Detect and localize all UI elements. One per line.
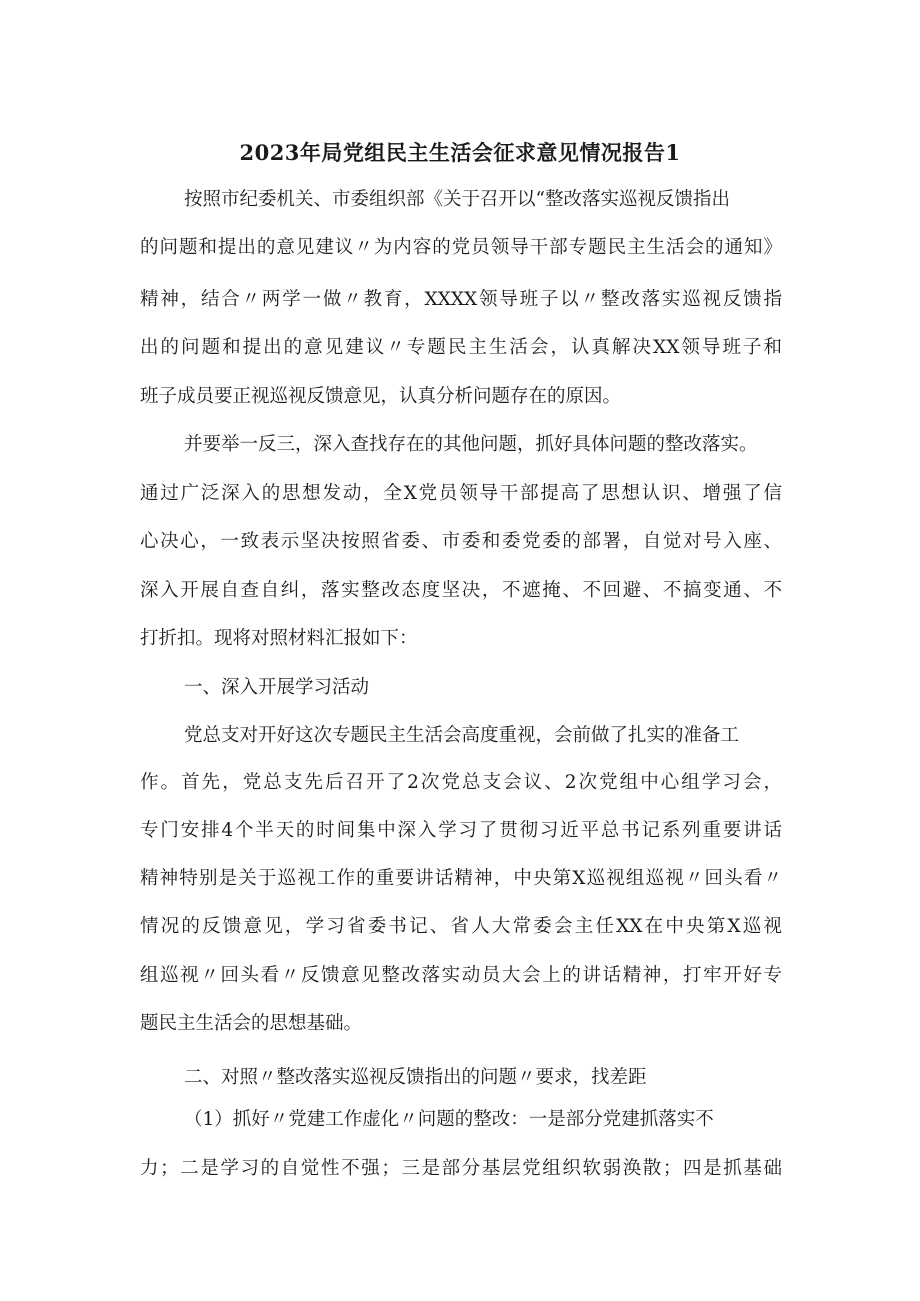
paragraph-line: 精神特别是关于巡视工作的重要讲话精神，中央第X巡视组巡视〃回头看〃 [140, 868, 782, 889]
document-title: 2023年局党组民主生活会征求意见情况报告1 [239, 140, 681, 165]
paragraph-line: 组巡视〃回头看〃反馈意见整改落实动员大会上的讲话精神，打牢开好专 [140, 965, 782, 986]
paragraph-line: 心决心，一致表示坚决按照省委、市委和委党委的部署，自觉对号入座、 [140, 531, 782, 552]
paragraph-line: （1）抓好〃党建工作虚化〃问题的整改：一是部分党建抓落实不 [184, 1109, 714, 1130]
section-heading: 一、深入开展学习活动 [184, 677, 370, 698]
paragraph-line: 出的问题和提出的意见建议〃专题民主生活会，认真解决XX领导班子和 [140, 337, 782, 358]
paragraph-line: 打折扣。现将对照材料汇报如下： [140, 628, 418, 649]
paragraph-line: 情况的反馈意见，学习省委书记、省人大常委会主任XX在中央第X巡视 [140, 916, 782, 937]
paragraph-line: 的问题和提出的意见建议〃为内容的党员领导干部专题民主生活会的通知》 [140, 237, 782, 258]
paragraph-line: 并要举一反三，深入查找存在的其他问题，抓好具体问题的整改落实。 [184, 434, 758, 455]
section-heading: 二、对照〃整改落实巡视反馈指出的问题〃要求，找差距 [184, 1067, 647, 1088]
paragraph-line: 题民主生活会的思想基础。 [140, 1013, 363, 1034]
paragraph-line: 通过广泛深入的思想发动，全X党员领导干部提高了思想认识、增强了信 [140, 483, 782, 504]
paragraph-line: 专门安排4个半天的时间集中深入学习了贯彻习近平总书记系列重要讲话 [140, 820, 782, 841]
paragraph-line: 班子成员要正视巡视反馈意见，认真分析问题存在的原因。 [140, 386, 622, 407]
paragraph-line: 力；二是学习的自觉性不强；三是部分基层党组织软弱涣散；四是抓基础 [140, 1158, 782, 1179]
paragraph-line: 党总支对开好这次专题民主生活会高度重视，会前做了扎实的准备工 [184, 725, 740, 746]
paragraph-line: 作。首先，党总支先后召开了2次党总支会议、2次党组中心组学习会， [140, 772, 782, 793]
paragraph-line: 按照市纪委机关、市委组织部《关于召开以“整改落实巡视反馈指出 [184, 189, 730, 210]
paragraph-line: 精神，结合〃两学一做〃教育，XXXX领导班子以〃整改落实巡视反馈指 [140, 289, 782, 310]
paragraph-line: 深入开展自查自纠，落实整改态度坚决，不遮掩、不回避、不搞变通、不 [140, 580, 782, 601]
